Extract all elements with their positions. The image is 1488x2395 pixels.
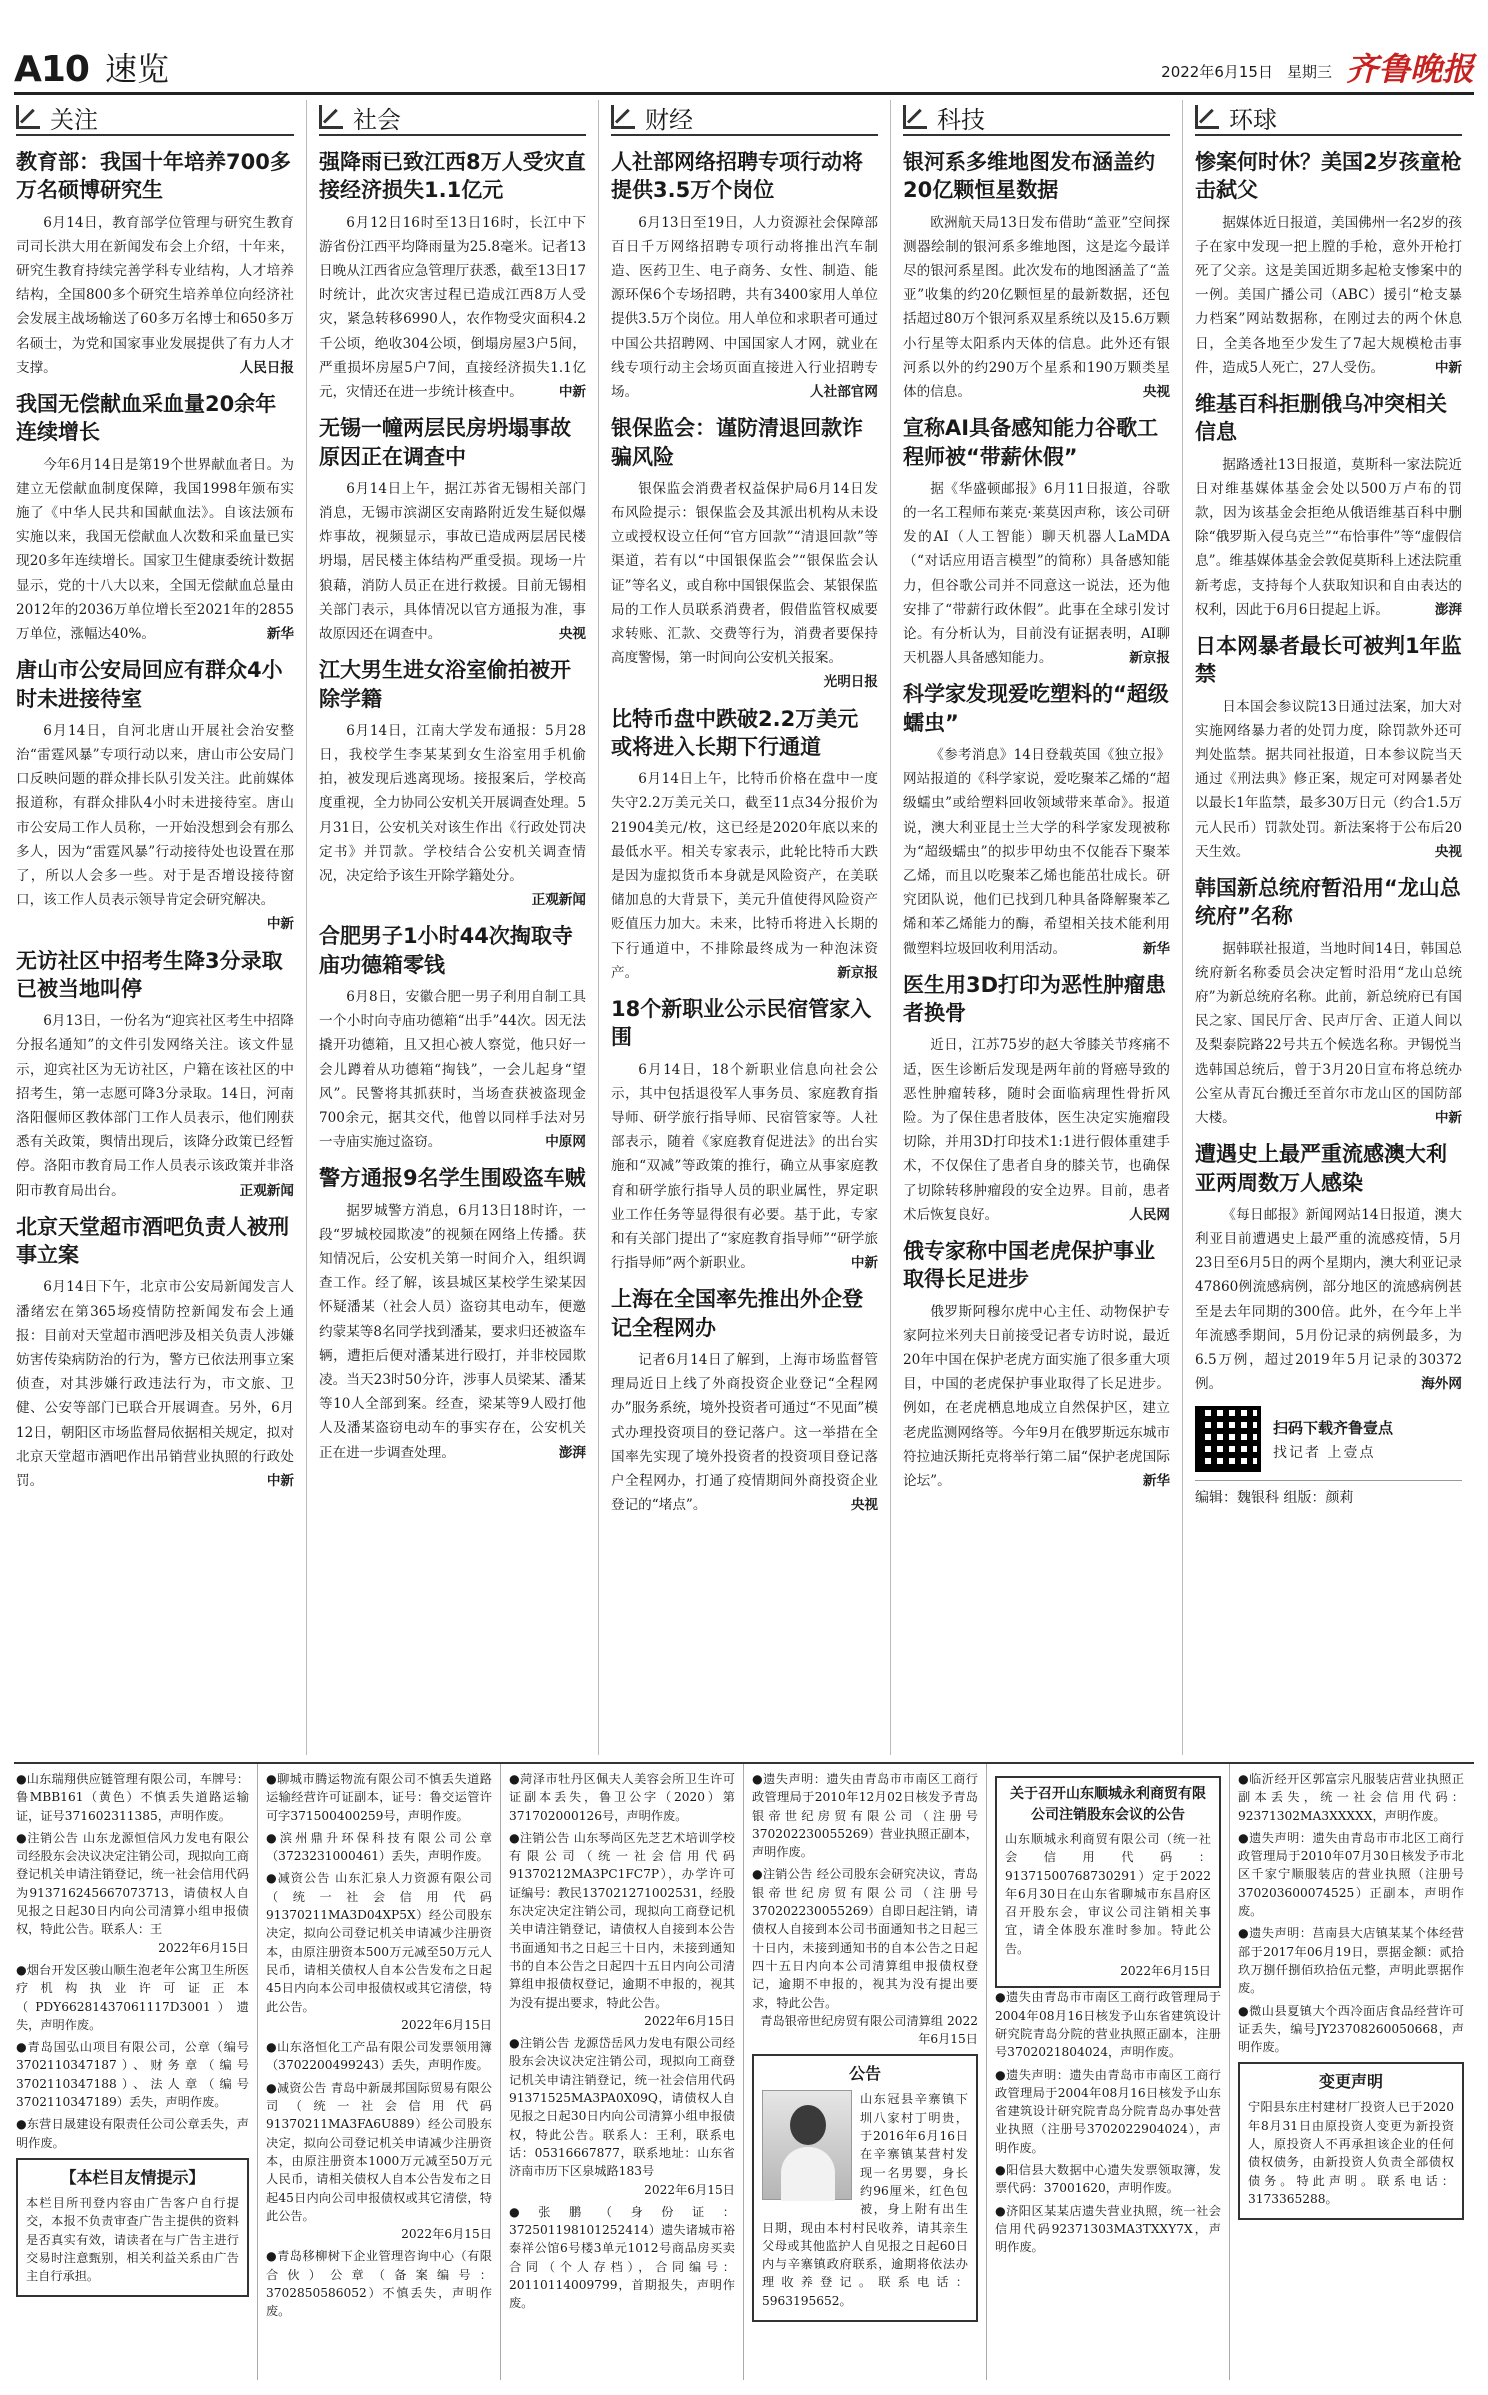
article-source: 中原网 <box>545 1134 586 1151</box>
article-headline: 维基百科拒删俄乌冲突相关信息 <box>1195 392 1447 445</box>
article-headline: 银河系多维地图发布涵盖约20亿颗恒星数据 <box>903 150 1155 203</box>
article-source: 新华 <box>266 626 294 642</box>
article <box>1195 632 1462 864</box>
notice-text: ●临沂经开区郭富宗凡服装店营业执照正副本丢失，统一社会信用代码：92371302MA3XXXXX，声明作废。 <box>1238 1772 1464 1823</box>
article-text: 近日，江苏75岁的赵大爷膝关节疼痛不适，医生诊断后发现是两年前的肾癌导致的恶性肿瘤转移，随时会面临病理性骨折风险。为了保住患者肢体，医生决定实施瘤段切除，并用3D打印技术1:1进行假体重建手术，不仅保住了患者自身的膝关节，也确保了切除转移肿瘤段的安全边界。目前，患者术后恢复良好。 <box>903 1037 1170 1223</box>
article-headline: 韩国新总统府暂沿用“龙山总统府”名称 <box>1195 876 1461 929</box>
notice-date: 青岛银帝世纪房贸有限公司清算组 2022年6月15日 <box>760 2013 978 2047</box>
classified-notice <box>995 1988 1221 2061</box>
article-body <box>16 1275 294 1493</box>
article-source: 人民网 <box>1129 1206 1170 1223</box>
notice-box <box>752 2054 978 2322</box>
article-headline: 宣称AI具备感知能力谷歌工程师被“带薪休假” <box>903 416 1159 469</box>
section-label: 关注 <box>50 105 98 134</box>
section-header <box>16 100 294 136</box>
section-arrow-icon <box>903 105 927 129</box>
notice-box-text: 山东顺城永利商贸有限公司（统一社会信用代码：91371500768730291）定于2022年6月30日在山东省聊城市东昌府区召开股东会，审议公司注销相关事宜，请全体股东准时参加。特此公告。 <box>1005 1832 1211 1956</box>
article-headline: 唐山市公安局回应有群众4小时未进接待室 <box>16 658 283 711</box>
article-headline: 上海在全国率先推出外企登记全程网办 <box>611 1287 863 1340</box>
article <box>1195 1140 1462 1396</box>
news-column <box>1182 100 1474 1755</box>
notice-text: ●聊城市腾运物流有限公司不慎丢失道路运输经营许可证副本，证号：鲁交运管许可字371500400259号，声明作废。 <box>266 1772 492 1823</box>
article-text: 6月13日至19日，人力资源社会保障部百日千万网络招聘专项行动将推出汽车制造、医药卫生、电子商务、女性、制造、能源环保6个专场招聘，共有3400家用人单位提供3.5万个岗位。用人单位和求职者可通过中国公共招聘网、中国国家人才网，就业在线专项行动主会场页面直接进入行业招聘专场。 <box>611 214 878 400</box>
article-body <box>611 477 878 695</box>
classified-notice <box>16 1770 249 1825</box>
notice-box-title: 【本栏目友情提示】 <box>60 2167 205 2187</box>
notice-text: ●遗失声明：遗失由青岛市市南区工商行政管理局于2004年08月16日核发予山东省建筑设计研究院青岛分院青岛办事处营业执照（注册号3702022904024），声明作废。 <box>995 2067 1221 2155</box>
article-body <box>903 743 1170 961</box>
article-body <box>319 719 586 913</box>
article-source: 央视 <box>1142 384 1170 400</box>
article-source: 央视 <box>558 626 586 642</box>
article-body <box>319 985 586 1154</box>
section-header <box>319 100 586 136</box>
article-headline: 惨案何时休？美国2岁孩童枪击弑父 <box>1195 150 1462 203</box>
article-source: 央视 <box>850 1497 878 1514</box>
classified-column <box>500 1764 743 2380</box>
article-body <box>16 719 294 937</box>
notice-text: ●张鹏（身份证：372501198101252414）遗失诸城市裕泰祥公馆6号楼3单元1012号商品房买卖合同（个人存档），合同编号：20110114009799，首期报失，声明作废。 <box>509 2204 735 2311</box>
classified-notice <box>1238 1924 1464 1997</box>
section-label: 社会 <box>353 105 401 134</box>
section-label: 环球 <box>1229 105 1277 134</box>
notice-box-title: 变更声明 <box>1318 2072 1383 2092</box>
classified-notice <box>509 2034 735 2199</box>
article-body <box>903 477 1170 671</box>
classified-notice <box>266 2079 492 2244</box>
article-source: 中新 <box>266 916 294 933</box>
classified-notice <box>995 2161 1221 2198</box>
qr-code-icon[interactable] <box>1195 1406 1261 1472</box>
article <box>1195 148 1462 380</box>
notice-text: ●遗失由青岛市市南区工商行政管理局于2004年08月16日核发予山东省建筑设计研究院青岛分院的营业执照正副本，注册号3702021804024，声明作废。 <box>995 1990 1221 2060</box>
article <box>1195 390 1462 622</box>
notice-box-title: 公告 <box>848 2064 881 2084</box>
classified-notice <box>509 1829 735 2030</box>
article-body <box>611 1348 878 1517</box>
article-source: 澎湃 <box>558 1444 586 1461</box>
article <box>903 971 1170 1227</box>
article <box>903 1237 1170 1493</box>
page-number: A10 <box>14 49 89 90</box>
article <box>16 1213 294 1493</box>
notice-text: ●青岛移柳树下企业管理咨询中心（有限合伙）公章（备案编号：3702850586052）不慎丢失，声明作废。 <box>266 2249 492 2319</box>
article-source: 光明日报 <box>823 674 878 691</box>
article-text: 《每日邮报》新闻网站14日报道，澳大利亚目前遭遇史上最严重的流感疫情，5月23日至6月5日的两个星期内，澳大利亚记录47860例流感病例，部分地区的流感病例甚至是去年同期的300倍。此外，在今年上半年流感季期间，5月份记录的病例最多，为6.5万例，超过2019年5月记录的30372例。 <box>1195 1206 1462 1393</box>
qr-download-block <box>1195 1406 1462 1472</box>
classified-notice <box>752 1770 978 1861</box>
article-headline: 无锡一幢两层民房坍塌事故原因正在调查中 <box>319 416 571 469</box>
notice-date: 2022年6月15日 <box>401 2017 492 2032</box>
notice-box-text: 宁阳县东庄村建材厂投资人已于2020年8月31日由原投资人变更为新投资人，原投资人不再承担该企业的任何债权债务，由新投资人负责全部债权债务。特此声明。联系电话：3173365288。 <box>1248 2100 1454 2206</box>
article-source: 中新 <box>850 1255 878 1272</box>
classified-notice <box>509 2203 735 2313</box>
article-body <box>903 1033 1170 1227</box>
article-body <box>1195 453 1462 622</box>
news-column <box>14 100 306 1755</box>
article-body <box>16 211 294 380</box>
article-source: 央视 <box>1434 843 1462 860</box>
article <box>16 390 294 646</box>
notice-text: ●减资公告 青岛中新晟邦国际贸易有限公司（统一社会信用代码91370211MA3FA6U889）经公司股东决定，拟向公司登记机关申请减少注册资本，由原注册资本1000万元减至50万元人民币，请相关债权人自本公告发布之日起45日内向公司申报债权或其它清偿，特此公告。 <box>266 2080 492 2223</box>
weekday: 星期三 <box>1286 63 1332 81</box>
article-text: 6月12日16时至13日16时，长江中下游省份江西平均降雨量为25.8毫米。记者13日晚从江西省应急管理厅获悉，截至13日17时统计，此次灾害过程已造成江西8万人受灾，紧急转移6990人，农作物受灾面积4.2千公顷，绝收304公顷，倒塌房屋3户5间，严重损坏房屋5户7间，直接经济损失1.1亿元，灾情还在进一步统计核查中。 <box>319 214 586 400</box>
article-text: 《参考消息》14日登载英国《独立报》网站报道的《科学家说，爱吃聚苯乙烯的“超级蠕虫”或给塑料回收领域带来革命》。报道说，澳大利亚昆士兰大学的科学家发现被称为“超级蠕虫”的拟步甲幼虫不仅能吞下聚苯乙烯，而且以吃聚苯乙烯也能茁壮成长。研究团队说，他们已找到几种具备降解聚苯乙烯和苯乙烯能力的酶，希望相关技术能利用微塑料垃圾回收利用活动。 <box>903 747 1170 957</box>
article-headline: 遭遇史上最严重流感澳大利亚两周数万人感染 <box>1195 1142 1447 1195</box>
article <box>319 148 586 404</box>
section-label: 科技 <box>937 105 985 134</box>
classified-column <box>743 1764 986 2380</box>
article <box>611 705 878 985</box>
article-headline: 强降雨已致江西8万人受灾直接经济损失1.1亿元 <box>319 150 586 203</box>
classified-notice <box>752 1865 978 2048</box>
article <box>903 680 1170 960</box>
masthead <box>14 30 1474 90</box>
section-arrow-icon <box>16 105 40 129</box>
article-text: 据韩联社报道，当地时间14日，韩国总统府新名称委员会决定暂时沿用“龙山总统府”为新总统府名称。此前，新总统府已有国民之家、国民厅舍、民声厅舍、正道人间以及梨泰院路22号共五个候选名称。尹锡悦当选韩国总统后，曾于3月20日宣布将总统办公室从青瓦台搬迁至首尔市龙山区的国防部大楼。 <box>1195 940 1462 1126</box>
article-body <box>611 1058 878 1276</box>
article-body <box>611 211 878 405</box>
article-source: 澎湃 <box>1434 601 1462 618</box>
classified-notice <box>16 1961 249 2034</box>
article-body <box>1195 211 1462 380</box>
newspaper-logo: 齐鲁晚报 <box>1345 50 1474 88</box>
notice-text: ●山东瑞翔供应链管理有限公司，车牌号：鲁MBB161（黄色）不慎丢失道路运输证，证号371602311385，声明作废。 <box>16 1772 249 1823</box>
article <box>319 414 586 646</box>
classified-column <box>1229 1764 1472 2380</box>
article-body <box>319 1199 586 1465</box>
classified-notice <box>995 2202 1221 2257</box>
article-text: 俄罗斯阿穆尔虎中心主任、动物保护专家阿拉米列夫日前接受记者专访时说，最近20年中国在保护老虎方面实施了很多重大项目，中国的老虎保护事业取得了长足进步。例如，在老虎栖息地成立自然保护区，建立老虎监测网络等。今年9月在俄罗斯远东城市符拉迪沃斯托克将举行第二届“保护老虎国际论坛”。 <box>903 1303 1170 1489</box>
article <box>16 656 294 936</box>
notice-text: ●滨州鼎升环保科技有限公司公章（3723231000461）丢失，声明作废。 <box>266 1830 492 1864</box>
article-source: 人民日报 <box>239 359 294 376</box>
article-source: 正观新闻 <box>239 1182 294 1199</box>
classified-notice <box>266 2038 492 2075</box>
notice-date: 2022年6月15日 <box>644 2013 735 2028</box>
article-source: 中新 <box>266 1472 294 1489</box>
article-body <box>903 1300 1170 1494</box>
classified-notice <box>1238 2002 1464 2057</box>
notice-text: ●山东洛恒化工产品有限公司发票领用簿（3702200499243）丢失，声明作废。 <box>266 2040 492 2073</box>
notice-text: ●菏泽市牡丹区佩夫人美容会所卫生许可证副本丢失，鲁卫公字（2020）第371702000126号，声明作废。 <box>509 1772 735 1823</box>
notice-text: ●阳信县大数据中心遗失发票领取簿，发票代码：37001620，声明作废。 <box>995 2163 1221 2196</box>
classified-notice <box>266 1829 492 1866</box>
classified-column <box>14 1764 257 2380</box>
article-text: 据媒体近日报道，美国佛州一名2岁的孩子在家中发现一把上膛的手枪，意外开枪打死了父亲。这是美国近期多起枪支惨案中的一例。美国广播公司（ABC）援引“枪支暴力档案”网站数据称，在刚过去的两个休息日，全美各地至少发生了7起大规模枪击事件，造成5人死亡，27人受伤。 <box>1195 214 1462 376</box>
article-text: 6月14日上午，比特币价格在盘中一度失守2.2万美元关口，截至11点34分报价为21904美元/枚，这已经是2020年底以来的最低水平。相关专家表示，此轮比特币大跌是因为虚拟货币本身就是风险资产，在美联储加息的大背景下，美元升值使得风险资产贬值压力加大。未来，比特币将进入长期的下行通道中，不排除最终成为一种泡沫资产。 <box>611 771 878 981</box>
article-headline: 日本网暴者最长可被判1年监禁 <box>1195 634 1462 687</box>
notice-box-text: 山东冠县辛寨镇下圳八家村丁明贵，于2016年6月16日在辛寨镇某营村发现一名男婴，身长约96厘米，红色包被，身上附有出生日期，现由本村村民收养，请其亲生父母或其他监护人自见报之日起60日内与辛寨镇政府联系，逾期将依法办理收养登记。联系电话：5963195652。 <box>762 2092 968 2308</box>
section-label: 财经 <box>645 105 693 134</box>
article-text: 日本国会参议院13日通过法案，加大对实施网络暴力者的处罚力度，除罚款外还可判处监禁。据共同社报道，日本参议院当天通过《刑法典》修正案，规定可对网暴者处以最长1年监禁，最多30万日元（约合1.5万元人民币）罚款处罚。新法案将于公布后20天生效。 <box>1195 698 1462 860</box>
notice-text: ●遗失声明：遗失由青岛市市北区工商行政管理局于2010年07月30日核发予市北区千家宁顺服装店的营业执照（注册号370203600074525）正副本，声明作废。 <box>1238 1830 1464 1919</box>
article <box>611 1285 878 1517</box>
article-text: 6月8日，安徽合肥一男子利用自制工具一个小时向寺庙功德箱“出手”44次。因无法撬开功德箱，且又担心被人察觉，他只好一会儿蹲着从功德箱“掏钱”，一会儿起身“望风”。民警将其抓获时，当场查获被盗现金700余元，据其交代，他曾以同样手法对另一寺庙实施过盗窃。 <box>319 989 586 1151</box>
article-text: 6月14日，自河北唐山开展社会治安整治“雷霆风暴”专项行动以来，唐山市公安局门口反映问题的群众排长队引发关注。此前媒体报道称，有群众排队4小时未进接待室。唐山市公安局工作人员称，一开始没想到会有那么多人，因为“雷霆风暴”行动接待处也设置在那了，所以人会多一些。对于是否增设接待窗口，该工作人员表示领导肯定会研究解决。 <box>16 722 294 909</box>
notice-box-date: 2022年6月15日 <box>1120 1964 1211 1979</box>
article-body <box>1195 1203 1462 1397</box>
news-column <box>598 100 890 1755</box>
article-headline: 江大男生进女浴室偷拍被开除学籍 <box>319 658 571 711</box>
article-headline: 银保监会：谨防清退回款诈骗风险 <box>611 416 863 469</box>
classified-notice <box>1238 1829 1464 1920</box>
section-header <box>1195 100 1462 136</box>
news-column <box>306 100 598 1755</box>
article-headline: 警方通报9名学生围殴盗车贼 <box>319 1166 586 1191</box>
classified-column <box>986 1764 1229 2380</box>
article-text: 据《华盛顿邮报》6月11日报道，谷歌的一名工程师布莱克·莱莫因声称，该公司研发的AI（人工智能）聊天机器人LaMDA（“对话应用语言模型”的简称）具备感知能力，但谷歌公司并不同意这一说法，还为他安排了“带薪行政休假”。此事在全球引发讨论。有分析认为，目前没有证据表明，AI聊天机器人具备感知能力。 <box>903 480 1170 667</box>
classified-notice <box>995 2066 1221 2157</box>
article-text: 6月14日，教育部学位管理与研究生教育司司长洪大用在新闻发布会上介绍，十年来，研究生教育持续完善学科专业结构，人才培养结构，全国800多个研究生培养单位向经济社会发展主战场输送了60多万名博士和650多万名硕士，为党和国家事业发展提供了有力人才支撑。 <box>16 214 294 376</box>
news-column <box>890 100 1182 1755</box>
article-text: 记者6月14日了解到，上海市场监督管理局近日上线了外商投资企业登记“全程网办”服务系统，境外投资者可通过“不见面”模式办理投资项目的登记落户。这一举措在全国率先实现了境外投资者的投资项目登记落户全程网办，打通了疫情期间外商投资企业登记的“堵点”。 <box>611 1352 878 1514</box>
article-body <box>1195 695 1462 864</box>
article-text: 6月14日，18个新职业信息向社会公示，其中包括退役军人事务员、家庭教育指导师、研学旅行指导师、民宿管家等。人社部表示，随着《家庭教育促进法》的出台实施和“双减”等政策的推行，确立从事家庭教育和研学旅行指导人员的职业属性，界定职业工作任务等显得很有必要。基于此，专家和有关部门提出了“家庭教育指导师”“研学旅行指导师”两个新职业。 <box>611 1061 878 1272</box>
article-text: 据路透社13日报道，莫斯科一家法院近日对维基媒体基金会处以500万卢布的罚款，因为该基金会拒绝从俄语维基百科中删除“俄罗斯入侵乌克兰”“布恰事件”等“虚假信息”。维基媒体基金会敦促莫斯科上述法院重新考虑，支持每个人获取知识和自由表达的权利，因此于6月6日提起上诉。 <box>1195 456 1462 618</box>
section-header <box>903 100 1170 136</box>
article-headline: 医生用3D打印为恶性肿瘤患者换骨 <box>903 972 1167 1026</box>
article-headline: 比特币盘中跌破2.2万美元或将进入长期下行通道 <box>611 706 859 759</box>
section-arrow-icon <box>319 105 343 129</box>
article <box>903 148 1170 404</box>
classified-notice <box>266 1869 492 2034</box>
article <box>16 947 294 1203</box>
article-source: 新京报 <box>1129 650 1170 667</box>
article-body <box>903 211 1170 405</box>
editor-credits: 编辑：魏银科 组版：颜莉 <box>1195 1480 1462 1507</box>
article-body <box>319 477 586 646</box>
article <box>1195 874 1462 1130</box>
notice-text: ●东营日晟建设有限责任公司公章丢失，声明作废。 <box>16 2117 249 2150</box>
classified-notice <box>509 1770 735 1825</box>
notice-text: ●济阳区某某店遗失营业执照，统一社会信用代码92371303MA3TXXY7X，声明作废。 <box>995 2203 1221 2255</box>
article-source: 人社部官网 <box>810 384 878 400</box>
article-source: 新京报 <box>837 964 878 981</box>
notice-box <box>1238 2062 1464 2220</box>
classified-notice <box>16 2038 249 2111</box>
notice-box-text: 本栏目所刊登内容由广告客户自行提交，本报不负责审查广告主提供的资料是否真实有效，请读者在与广告主进行交易时注意甄别，相关利益关系由广告主自行承担。 <box>26 2195 239 2284</box>
publication-date: 2022年6月15日 <box>1161 63 1273 81</box>
article-headline: 18个新职业公示民宿管家入围 <box>611 996 872 1050</box>
notice-box-title: 关于召开山东顺城永利商贸有限公司注销股东会议的公告 <box>1010 1786 1206 1823</box>
article-text: 欧洲航天局13日发布借助“盖亚”空间探测器绘制的银河系多维地图，这是迄今最详尽的银河系星图。此次发布的地图涵盖了“盖亚”收集的约20亿颗恒星的最新数据，还包括超过80万个银河系双星系统以及15.6万颗小行星等太阳系内天体的信息。此外还有银河系以外的约290万个星系和190万颗类星体的信息。 <box>903 214 1170 400</box>
article-source: 中新 <box>558 384 586 400</box>
article <box>903 414 1170 670</box>
article-headline: 合肥男子1小时44次掏取寺庙功德箱零钱 <box>319 924 573 977</box>
article <box>319 1164 586 1464</box>
article-body <box>16 453 294 647</box>
article-headline: 北京天堂超市酒吧负责人被刑事立案 <box>16 1214 289 1268</box>
qr-caption <box>1273 1417 1393 1462</box>
article-headline: 科学家发现爱吃塑料的“超级蠕虫” <box>903 682 1169 735</box>
classified-column <box>257 1764 500 2380</box>
news-columns <box>14 100 1474 1755</box>
article-text: 今年6月14日是第19个世界献血者日。为建立无偿献血制度保障，我国1998年颁布实施了《中华人民共和国献血法》。自该法颁布实施以来，我国无偿献血人次数和采血量已实现20多年连续增长。国家卫生健康委统计数据显示，党的十八大以来，全国无偿献血总量由2012年的2036万单位增长至2021年的2855万单位，涨幅达40%。 <box>16 456 294 642</box>
article-text: 银保监会消费者权益保护局6月14日发布风险提示：银保监会及其派出机构从未设立或授权设立任何“官方回款”“清退回款”等渠道，若有以“中国银保监会”“银保监会认证”等名义，或自称中国银保监会、某银保监局的工作人员联系消费者，假借监管权威要求转账、汇款、交费等行为，消费者要保持高度警惕，第一时间向公安机关报案。 <box>611 480 878 667</box>
article <box>611 995 878 1275</box>
article <box>319 656 586 912</box>
notice-text: ●注销公告 山东龙源恒信风力发电有限公司经股东会决议决定注销公司，现拟向工商登记机关申请注销登记，统一社会信用代码为913716245667073713，请债权人自见报之日起30日内向公司清算小组申报债权，特此公告。联系人：王 <box>16 1830 249 1937</box>
notice-text: ●烟台开发区骏山顺生泡老年公寓卫生所医疗机构执业许可证正本（PDY66281437061117D3001）遗失，声明作废。 <box>16 1962 249 2032</box>
notice-box <box>16 2158 249 2297</box>
article-text: 6月14日上午，据江苏省无锡相关部门消息，无锡市滨湖区安南路附近发生疑似爆炸事故，视频显示，事故已造成两层居民楼坍塌，居民楼主体结构严重受损。现场一片狼藉，消防人员正在进行救援。目前无锡相关部门表示，具体情况以官方通报为准，事故原因还在调查中。 <box>319 480 586 642</box>
article-body <box>16 1009 294 1203</box>
classified-notice <box>266 2247 492 2320</box>
article-text: 6月13日，一份名为“迎宾社区考生中招降分报名通知”的文件引发网络关注。该文件显示，迎宾社区为无访社区，户籍在该社区的中招考生，第一志愿可降3分录取。14日，河南洛阳偃师区教体部门工作人员表示，他们刚获悉有关政策，舆情出现后，该降分政策已经暂停。洛阳市教育局工作人员表示该政策并非洛阳市教育局出台。 <box>16 1013 294 1199</box>
classified-ads <box>14 1762 1474 2380</box>
article-headline: 人社部网络招聘专项行动将提供3.5万个岗位 <box>611 150 863 203</box>
notice-date: 2022年6月15日 <box>644 2182 735 2197</box>
article-headline: 我国无偿献血采血量20余年连续增长 <box>16 392 277 445</box>
article-text: 6月14日下午，北京市公安局新闻发言人潘绪宏在第365场疫情防控新闻发布会上通报：目前对天堂超市酒吧涉及相关负责人涉嫌妨害传染病防治的行为，警方已依法刑事立案侦查，对其涉嫌行政违法行为，市文旅、卫健、公安等部门已联合开展调查。另外，6月12日，朝阳区市场监督局依据相关规定，拟对北京天堂超市酒吧作出吊销营业执照的行政处罚。 <box>16 1279 294 1489</box>
article-text: 据罗城警方消息，6月13日18时许，一段“罗城校园欺凌”的视频在网络上传播。获知情况后，公安机关第一时间介入，组织调查工作。经了解，该县城区某校学生梁某因怀疑潘某（社会人员）盗窃其电动车，便邀约蒙某等8名同学找到潘某，要求归还被盗车辆，遭拒后便对潘某进行殴打，并非校园欺凌。当天23时50分许，涉事人员梁某、潘某等10人全部到案。经查，梁某等9人殴打他人及潘某盗窃电动车的事实存在，公安机关正在进一步调查处理。 <box>319 1202 586 1461</box>
notice-text: ●注销公告 龙源岱岳风力发电有限公司经股东会决议决定注销公司，现拟向工商登记机关申请注销登记，统一社会信用代码91371525MA3PA0X09Q，请债权人自见报之日起30日内向公司清算小组申报债权，特此公告。联系人：王利，联系电话：05316667877，联系地址：山东省济南市历下区泉城路183号 <box>509 2036 735 2179</box>
article-body <box>611 767 878 985</box>
notice-text: ●微山县夏镇大个西冷面店食品经营许可证丢失，编号JY23708260050668，声明作废。 <box>1238 2003 1464 2055</box>
notice-date: 2022年6月15日 <box>158 1940 249 1955</box>
header-rule <box>14 92 1474 95</box>
classified-notice <box>266 1770 492 1825</box>
article-source: 海外网 <box>1421 1376 1462 1393</box>
article-source: 中新 <box>1434 1110 1462 1126</box>
article-body <box>319 211 586 405</box>
article <box>319 922 586 1154</box>
notice-text: ●遗失声明：遗失由青岛市市南区工商行政管理局于2010年12月02日核发予青岛银帝世纪房贸有限公司（注册号370202230055269）营业执照正副本，声明作废。 <box>752 1772 978 1860</box>
article <box>611 148 878 404</box>
page-section-name: 速览 <box>104 50 169 88</box>
qr-caption-line1: 扫码下载齐鲁壹点 <box>1273 1418 1394 1437</box>
notice-text: ●遗失声明：莒南县大店镇某某个体经营部于2017年06月19日，票据金额：贰拾玖万捌仟捌佰玖拾伍元整，声明此票据作废。 <box>1238 1926 1464 1996</box>
classified-notice <box>1238 1770 1464 1825</box>
notice-text: ●减资公告 山东汇泉人力资源有限公司（统一社会信用代码91370211MA3D04XP5X）经公司股东决定，拟向公司登记机关申请减少注册资本，由原注册资本500万元减至50万元人民币，请相关债权人自本公告发布之日起45日内向本公司申报债权或其它清偿，特此公告。 <box>266 1871 492 2014</box>
section-arrow-icon <box>1195 105 1219 129</box>
article <box>16 148 294 380</box>
notice-text: ●注销公告 经公司股东会研究决议，青岛银帝世纪房贸有限公司（注册号370202230055269）自即日起注销，请债权人自接到本公司书面通知书之日起三十日内，未接到通知书的自本公告之日起四十五日内向本公司清算组申报债权登记，逾期不申报的，视其为没有提出要求，特此公告。 <box>752 1867 978 2010</box>
article-body <box>1195 937 1462 1131</box>
classified-notice <box>16 1829 249 1957</box>
article <box>611 414 878 694</box>
article-headline: 俄专家称中国老虎保护事业取得长足进步 <box>903 1238 1155 1292</box>
article-source: 中新 <box>1434 359 1462 376</box>
article-source: 新华 <box>1142 940 1170 957</box>
article-headline: 教育部：我国十年培养700多万名硕博研究生 <box>16 150 291 203</box>
notice-text: ●青岛国弘山项目有限公司，公章（编号3702110347187）、财务章（编号3702110347188）、法人章（编号3702110347189）丢失，声明作废。 <box>16 2040 249 2110</box>
section-arrow-icon <box>611 105 635 129</box>
article-source: 正观新闻 <box>531 892 586 909</box>
article-headline: 无访社区中招考生降3分录取已被当地叫停 <box>16 948 283 1001</box>
infant-photo <box>762 2090 852 2200</box>
notice-text: ●注销公告 山东琴尚区先芝艺术培训学校有限公司（统一社会信用代码91370212MA3PC1FC7P），办学许可证编号：教民137021271002531，经股东决定决定注销公司，现拟向工商登记机关申请注销登记，请债权人自接到本公告书面通知书之日起三十日内，未接到通知书的自本公告之日起四十五日内向公司清算组申报债权登记，逾期不申报的，视其为没有提出要求，特此公告。 <box>509 1830 735 2010</box>
section-header <box>611 100 878 136</box>
qr-caption-line2: 找记者 上壹点 <box>1273 1444 1376 1461</box>
article-text: 6月14日，江南大学发布通报：5月28日，我校学生李某某到女生浴室用手机偷拍，被发现后逃离现场。接报案后，学校高度重视，全力协同公安机关开展调查处理。5月31日，公安机关对该生作出《行政处罚决定书》并罚款。学校结合公安机关调查情况，决定给予该生开除学籍处分。 <box>319 722 586 884</box>
article-source: 新华 <box>1142 1472 1170 1489</box>
classified-notice <box>16 2115 249 2152</box>
notice-date: 2022年6月15日 <box>401 2227 492 2242</box>
notice-box <box>995 1776 1221 1988</box>
